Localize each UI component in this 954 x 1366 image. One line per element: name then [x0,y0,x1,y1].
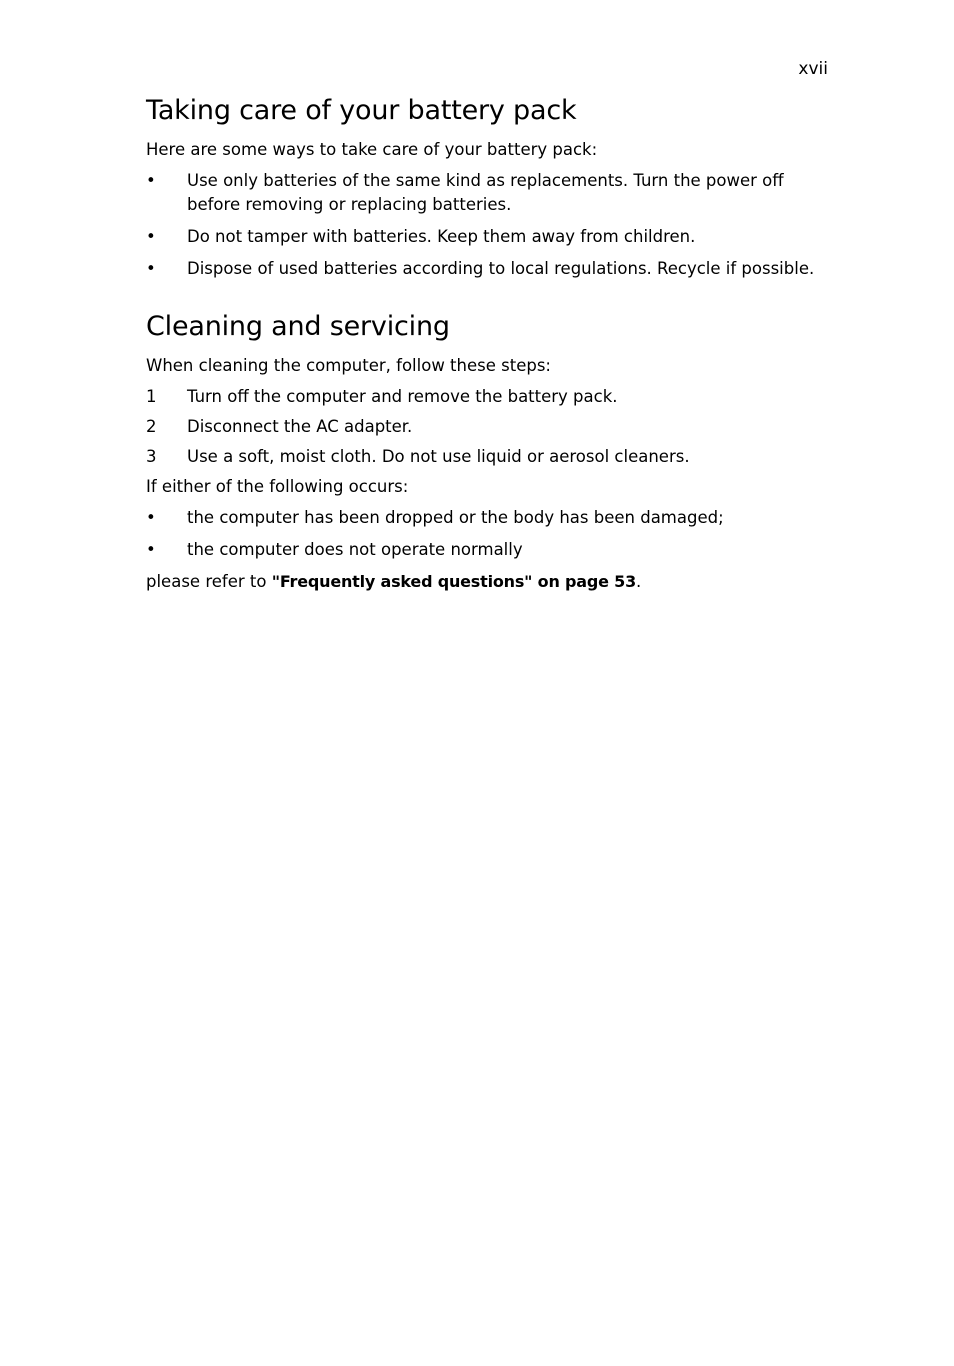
list-item-text: Use only batteries of the same kind as replacements. Turn the power off before removing or replacing batteries. [187,171,784,214]
step-item [146,445,836,469]
page-content [146,94,836,594]
cleaning-steps-list [146,385,836,469]
refer-prefix: please refer to [146,572,272,591]
bullet-icon: • [146,227,156,246]
step-text: Disconnect the AC adapter. [187,417,413,436]
bullet-icon: • [146,540,156,559]
list-item-text: the computer has been dropped or the body has been damaged; [187,508,724,527]
list-item-text: Dispose of used batteries according to local regulations. Recycle if possible. [187,259,815,278]
refer-suffix: . [636,572,642,591]
bullet-icon: • [146,171,156,190]
bullet-icon: • [146,508,156,527]
step-number: 1 [146,387,157,406]
conditions-list [146,506,836,562]
faq-cross-reference-link[interactable]: "Frequently asked questions" on page 53 [271,572,637,591]
conditions-intro: If either of the following occurs: [146,477,409,496]
list-item-text: Do not tamper with batteries. Keep them away from children. [187,227,696,246]
step-item [146,415,836,439]
list-item [146,225,836,249]
bullet-icon: • [146,259,156,278]
battery-tips-list [146,169,836,281]
cleaning-section-heading: Cleaning and servicing [146,311,450,342]
step-number: 3 [146,447,157,466]
battery-section-heading: Taking care of your battery pack [146,95,577,126]
page-number: xvii [798,59,828,79]
list-item [146,506,836,530]
step-item [146,385,836,409]
list-item [146,257,836,281]
list-item [146,538,836,562]
refer-line [146,570,836,594]
step-text: Use a soft, moist cloth. Do not use liquid or aerosol cleaners. [187,447,690,466]
battery-intro: Here are some ways to take care of your battery pack: [146,140,598,159]
step-number: 2 [146,417,157,436]
step-text: Turn off the computer and remove the battery pack. [187,387,618,406]
list-item-text: the computer does not operate normally [187,540,523,559]
list-item [146,169,836,217]
cleaning-intro: When cleaning the computer, follow these steps: [146,356,551,375]
